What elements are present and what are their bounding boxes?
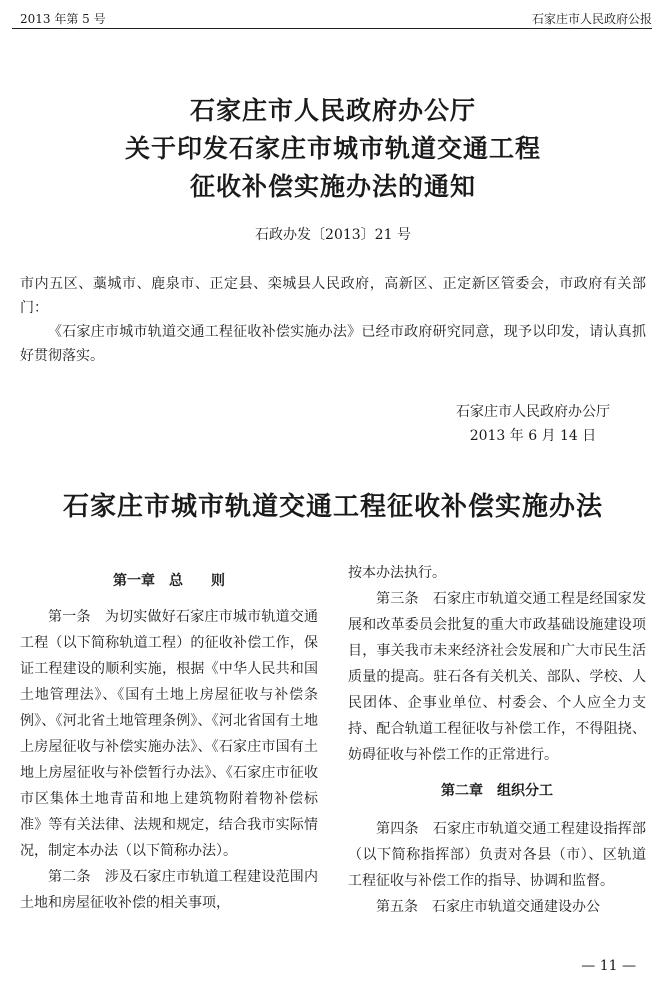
document-number: 石政办发〔2013〕21 号 xyxy=(255,227,411,243)
article-2-continued: 按本办法执行。 xyxy=(348,565,446,581)
article-5: 第五条 石家庄市轨道交通建设办公 xyxy=(376,899,600,915)
article-3: 第三条 石家庄市轨道交通工程是经国家发展和改革委员会批复的重大市政基础设施建设项目，事关我市未来经济社会发展和广大市民生活质量的提高。驻石各有关机关、部队、学校、人民团体、企事业单位、村委会、个人应全力支持、配合轨道工程征收与补偿工作，不得阻挠、妨碍征收与补偿工作的正常进行。 xyxy=(348,591,646,763)
article-1: 第一条 为切实做好石家庄市城市轨道交通工程（以下简称轨道工程）的征收补偿工作，保证工程建设的顺利实施，根据《中华人民共和国土地管理法》、《国有土地上房屋征收与补偿条例》、《河北省土地管理条例》、《河北省国有土地上房屋征收与补偿实施办法》、《石家庄市国有土地上房屋征收与补偿暂行办法》、《石家庄市征收市区集体土地青苗和地上建筑物附着物补偿标准》等有关法律、法规和规定，结合我市实际情况，制定本办法（以下简称办法）。 xyxy=(20,609,318,859)
running-header xyxy=(12,8,652,29)
signature-block xyxy=(456,400,610,448)
measures-title: 石家庄市城市轨道交通工程征收补偿实施办法 xyxy=(62,492,603,522)
recipients: 市内五区、藁城市、鹿泉市、正定县、栾城县人民政府，高新区、正定新区管委会，市政府有关部门： xyxy=(20,276,646,316)
notice-title-line-1: 石家庄市人民政府办公厅 xyxy=(189,96,476,125)
signer: 石家庄市人民政府办公厅 xyxy=(456,404,610,420)
issue-label: 2013 年第 5 号 xyxy=(20,12,106,26)
issue-date: 2013 年 6 月 14 日 xyxy=(469,428,597,444)
notice-title-line-3: 征收补偿实施办法的通知 xyxy=(189,172,476,201)
left-column xyxy=(20,560,318,916)
notice-body xyxy=(20,272,646,368)
page-number: — 11 — xyxy=(581,958,636,974)
notice-paragraph: 《石家庄市城市轨道交通工程征收补偿实施办法》已经市政府研究同意，现予以印发，请认真抓好贯彻落实。 xyxy=(20,324,646,364)
article-2: 第二条 涉及石家庄市轨道工程建设范围内土地和房屋征收补偿的相关事项， xyxy=(20,869,318,911)
right-column xyxy=(348,560,646,920)
publication-name: 石家庄市人民政府公报 xyxy=(531,12,652,26)
chapter-2-heading: 第二章 组织分工 xyxy=(441,783,553,799)
notice-title-line-2: 关于印发石家庄市城市轨道交通工程 xyxy=(124,134,541,163)
notice-title xyxy=(0,92,666,206)
article-4: 第四条 石家庄市轨道交通工程建设指挥部（以下简称指挥部）负责对各县（市）、区轨道工程征收与补偿工作的指导、协调和监督。 xyxy=(348,821,646,889)
chapter-1-heading: 第一章 总 则 xyxy=(113,573,225,589)
